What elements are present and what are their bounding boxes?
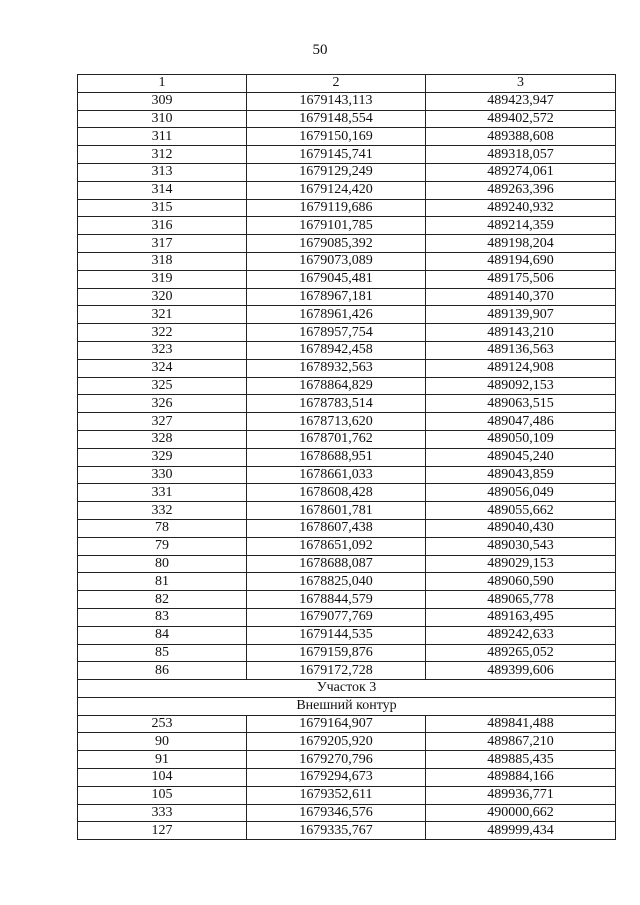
x-coordinate-cell: 1678783,514 (247, 395, 426, 413)
x-coordinate-cell: 1679143,113 (247, 92, 426, 110)
table-row (78, 92, 616, 110)
y-coordinate-cell: 489055,662 (426, 502, 616, 520)
table-row (78, 199, 616, 217)
x-coordinate-cell: 1678825,040 (247, 573, 426, 591)
point-number-cell: 91 (78, 751, 247, 769)
section-rows (78, 680, 616, 716)
table-row (78, 502, 616, 520)
x-coordinate-cell: 1678864,829 (247, 377, 426, 395)
point-number-cell: 322 (78, 324, 247, 342)
x-coordinate-cell: 1678688,951 (247, 448, 426, 466)
subsection-title: Внешний контур (78, 697, 616, 715)
x-coordinate-cell: 1679045,481 (247, 270, 426, 288)
y-coordinate-cell: 489063,515 (426, 395, 616, 413)
x-coordinate-cell: 1679164,907 (247, 715, 426, 733)
table-row (78, 359, 616, 377)
x-coordinate-cell: 1679294,673 (247, 769, 426, 787)
table-row (78, 519, 616, 537)
y-coordinate-cell: 489060,590 (426, 573, 616, 591)
y-coordinate-cell: 489030,543 (426, 537, 616, 555)
x-coordinate-cell: 1679352,611 (247, 786, 426, 804)
table-body-part-1 (78, 92, 616, 679)
table-header (78, 75, 616, 93)
x-coordinate-cell: 1679346,576 (247, 804, 426, 822)
table-row (78, 395, 616, 413)
x-coordinate-cell: 1678661,033 (247, 466, 426, 484)
y-coordinate-cell: 489999,434 (426, 822, 616, 840)
table-row (78, 341, 616, 359)
y-coordinate-cell: 489065,778 (426, 591, 616, 609)
x-coordinate-cell: 1678967,181 (247, 288, 426, 306)
x-coordinate-cell: 1679172,728 (247, 662, 426, 680)
table-row (78, 466, 616, 484)
subsection-row (78, 697, 616, 715)
x-coordinate-cell: 1678701,762 (247, 430, 426, 448)
y-coordinate-cell: 490000,662 (426, 804, 616, 822)
x-coordinate-cell: 1679077,769 (247, 608, 426, 626)
y-coordinate-cell: 489263,396 (426, 181, 616, 199)
y-coordinate-cell: 489194,690 (426, 252, 616, 270)
y-coordinate-cell: 489402,572 (426, 110, 616, 128)
point-number-cell: 83 (78, 608, 247, 626)
table-row (78, 306, 616, 324)
table-row (78, 163, 616, 181)
point-number-cell: 84 (78, 626, 247, 644)
y-coordinate-cell: 489240,932 (426, 199, 616, 217)
point-number-cell: 319 (78, 270, 247, 288)
section-row (78, 680, 616, 698)
y-coordinate-cell: 489242,633 (426, 626, 616, 644)
y-coordinate-cell: 489163,495 (426, 608, 616, 626)
table-row (78, 733, 616, 751)
y-coordinate-cell: 489214,359 (426, 217, 616, 235)
table-row (78, 181, 616, 199)
y-coordinate-cell: 489029,153 (426, 555, 616, 573)
point-number-cell: 104 (78, 769, 247, 787)
table-row (78, 822, 616, 840)
point-number-cell: 332 (78, 502, 247, 520)
x-coordinate-cell: 1678608,428 (247, 484, 426, 502)
point-number-cell: 78 (78, 519, 247, 537)
y-coordinate-cell: 489867,210 (426, 733, 616, 751)
table-row (78, 413, 616, 431)
x-coordinate-cell: 1679270,796 (247, 751, 426, 769)
x-coordinate-cell: 1679159,876 (247, 644, 426, 662)
y-coordinate-cell: 489423,947 (426, 92, 616, 110)
column-header-2: 2 (247, 75, 426, 93)
point-number-cell: 330 (78, 466, 247, 484)
point-number-cell: 321 (78, 306, 247, 324)
x-coordinate-cell: 1678651,092 (247, 537, 426, 555)
y-coordinate-cell: 489841,488 (426, 715, 616, 733)
table-row (78, 644, 616, 662)
table-row (78, 146, 616, 164)
x-coordinate-cell: 1679124,420 (247, 181, 426, 199)
x-coordinate-cell: 1679148,554 (247, 110, 426, 128)
point-number-cell: 79 (78, 537, 247, 555)
point-number-cell: 329 (78, 448, 247, 466)
table-row (78, 110, 616, 128)
table-row (78, 555, 616, 573)
x-coordinate-cell: 1679145,741 (247, 146, 426, 164)
point-number-cell: 318 (78, 252, 247, 270)
y-coordinate-cell: 489139,907 (426, 306, 616, 324)
y-coordinate-cell: 489092,153 (426, 377, 616, 395)
point-number-cell: 327 (78, 413, 247, 431)
y-coordinate-cell: 489040,430 (426, 519, 616, 537)
y-coordinate-cell: 489198,204 (426, 235, 616, 253)
header-row (78, 75, 616, 93)
point-number-cell: 105 (78, 786, 247, 804)
table-row (78, 537, 616, 555)
x-coordinate-cell: 1678961,426 (247, 306, 426, 324)
y-coordinate-cell: 489399,606 (426, 662, 616, 680)
y-coordinate-cell: 489140,370 (426, 288, 616, 306)
table-row (78, 324, 616, 342)
point-number-cell: 127 (78, 822, 247, 840)
point-number-cell: 316 (78, 217, 247, 235)
x-coordinate-cell: 1679150,169 (247, 128, 426, 146)
table-row (78, 484, 616, 502)
point-number-cell: 82 (78, 591, 247, 609)
point-number-cell: 320 (78, 288, 247, 306)
y-coordinate-cell: 489056,049 (426, 484, 616, 502)
x-coordinate-cell: 1678957,754 (247, 324, 426, 342)
point-number-cell: 85 (78, 644, 247, 662)
y-coordinate-cell: 489175,506 (426, 270, 616, 288)
coordinates-table (77, 74, 616, 840)
x-coordinate-cell: 1678844,579 (247, 591, 426, 609)
table-row (78, 626, 616, 644)
point-number-cell: 333 (78, 804, 247, 822)
point-number-cell: 312 (78, 146, 247, 164)
point-number-cell: 310 (78, 110, 247, 128)
x-coordinate-cell: 1679073,089 (247, 252, 426, 270)
y-coordinate-cell: 489318,057 (426, 146, 616, 164)
point-number-cell: 328 (78, 430, 247, 448)
page-number: 50 (312, 42, 328, 58)
table-row (78, 662, 616, 680)
table-row (78, 430, 616, 448)
point-number-cell: 326 (78, 395, 247, 413)
y-coordinate-cell: 489265,052 (426, 644, 616, 662)
x-coordinate-cell: 1678942,458 (247, 341, 426, 359)
point-number-cell: 311 (78, 128, 247, 146)
x-coordinate-cell: 1678688,087 (247, 555, 426, 573)
point-number-cell: 81 (78, 573, 247, 591)
point-number-cell: 80 (78, 555, 247, 573)
table-row (78, 235, 616, 253)
table-row (78, 573, 616, 591)
x-coordinate-cell: 1679101,785 (247, 217, 426, 235)
point-number-cell: 331 (78, 484, 247, 502)
point-number-cell: 86 (78, 662, 247, 680)
table-row (78, 217, 616, 235)
y-coordinate-cell: 489936,771 (426, 786, 616, 804)
x-coordinate-cell: 1679119,686 (247, 199, 426, 217)
point-number-cell: 90 (78, 733, 247, 751)
point-number-cell: 314 (78, 181, 247, 199)
table-body-part-2 (78, 715, 616, 840)
table-row (78, 128, 616, 146)
x-coordinate-cell: 1678601,781 (247, 502, 426, 520)
x-coordinate-cell: 1678932,563 (247, 359, 426, 377)
x-coordinate-cell: 1679205,920 (247, 733, 426, 751)
section-title: Участок 3 (78, 680, 616, 698)
column-header-1: 1 (78, 75, 247, 93)
table-row (78, 608, 616, 626)
point-number-cell: 323 (78, 341, 247, 359)
y-coordinate-cell: 489885,435 (426, 751, 616, 769)
y-coordinate-cell: 489274,061 (426, 163, 616, 181)
point-number-cell: 317 (78, 235, 247, 253)
y-coordinate-cell: 489136,563 (426, 341, 616, 359)
table-row (78, 377, 616, 395)
y-coordinate-cell: 489043,859 (426, 466, 616, 484)
y-coordinate-cell: 489124,908 (426, 359, 616, 377)
y-coordinate-cell: 489884,166 (426, 769, 616, 787)
table-row (78, 751, 616, 769)
x-coordinate-cell: 1679335,767 (247, 822, 426, 840)
point-number-cell: 309 (78, 92, 247, 110)
y-coordinate-cell: 489388,608 (426, 128, 616, 146)
point-number-cell: 313 (78, 163, 247, 181)
point-number-cell: 315 (78, 199, 247, 217)
table-row (78, 769, 616, 787)
table-row (78, 804, 616, 822)
y-coordinate-cell: 489143,210 (426, 324, 616, 342)
x-coordinate-cell: 1678713,620 (247, 413, 426, 431)
table-row (78, 270, 616, 288)
column-header-3: 3 (426, 75, 616, 93)
point-number-cell: 253 (78, 715, 247, 733)
table-row (78, 786, 616, 804)
point-number-cell: 324 (78, 359, 247, 377)
point-number-cell: 325 (78, 377, 247, 395)
y-coordinate-cell: 489047,486 (426, 413, 616, 431)
y-coordinate-cell: 489050,109 (426, 430, 616, 448)
table-row (78, 252, 616, 270)
x-coordinate-cell: 1679085,392 (247, 235, 426, 253)
x-coordinate-cell: 1679129,249 (247, 163, 426, 181)
table-row (78, 288, 616, 306)
table-row (78, 715, 616, 733)
table-row (78, 591, 616, 609)
y-coordinate-cell: 489045,240 (426, 448, 616, 466)
table-row (78, 448, 616, 466)
x-coordinate-cell: 1678607,438 (247, 519, 426, 537)
x-coordinate-cell: 1679144,535 (247, 626, 426, 644)
